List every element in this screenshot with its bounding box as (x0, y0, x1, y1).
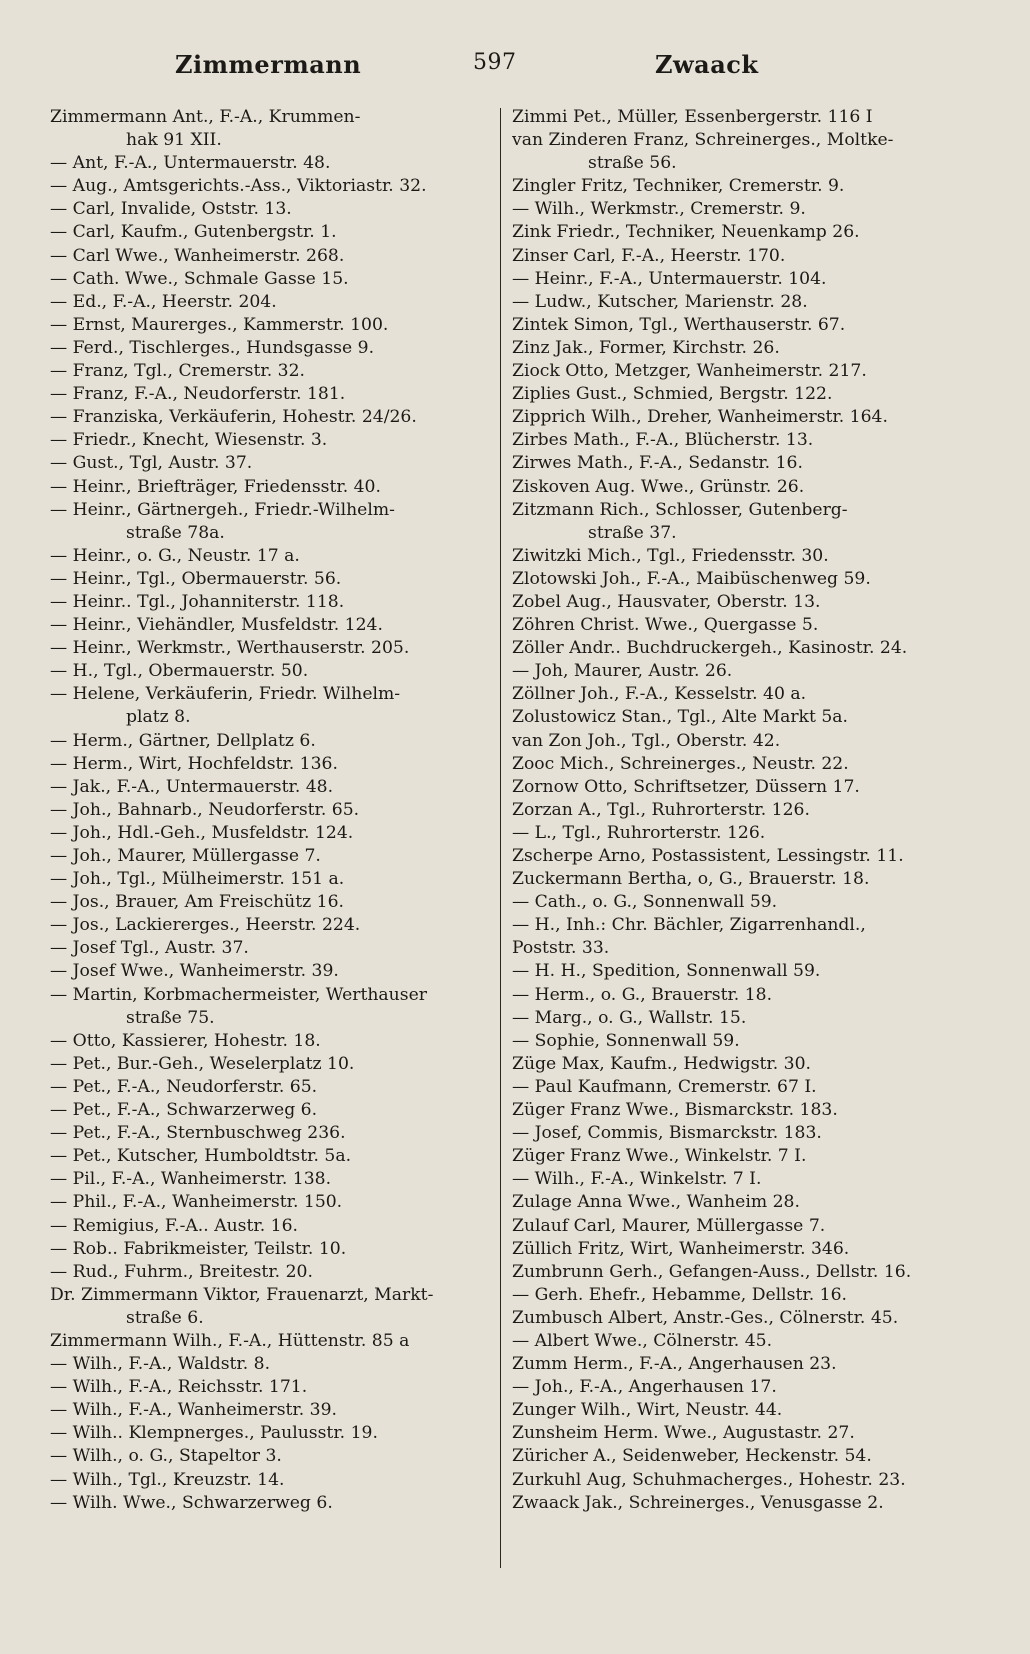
directory-entry-line: Zinser Carl, F.-A., Heerstr. 170. (512, 245, 786, 266)
directory-entry-line: van Zon Joh., Tgl., Oberstr. 42. (512, 730, 781, 751)
directory-entry-line: — Joh., F.-A., Angerhausen 17. (512, 1377, 777, 1398)
directory-entry-line: Zinz Jak., Former, Kirchstr. 26. (512, 337, 780, 358)
directory-entry-line: — Gust., Tgl, Austr. 37. (50, 453, 253, 474)
directory-entry-line: — Wilh., F.-A., Waldstr. 8. (50, 1354, 271, 1375)
directory-entry-line: Zwaack Jak., Schreinerges., Venusgasse 2. (512, 1492, 884, 1513)
directory-entry-line: Poststr. 33. (512, 938, 610, 959)
directory-entry-line: — L., Tgl., Ruhrorterstr. 126. (512, 822, 766, 843)
directory-entry-line: — Wilh.. Klempnerges., Paulusstr. 19. (50, 1423, 378, 1444)
directory-entry-line: — Heinr., Briefträger, Friedensstr. 40. (50, 476, 381, 497)
directory-entry-line: Zorzan A., Tgl., Ruhrorterstr. 126. (512, 799, 810, 820)
directory-entry-line: Zintek Simon, Tgl., Werthauserstr. 67. (512, 314, 846, 335)
directory-entry-line: — Joh., Maurer, Müllergasse 7. (50, 846, 321, 866)
directory-entry-line: — Rud., Fuhrm., Breitestr. 20. (50, 1261, 313, 1282)
directory-entry-line: — Carl, Kaufm., Gutenbergstr. 1. (50, 222, 337, 243)
directory-entry-line: — Pet., Kutscher, Humboldtstr. 5a. (50, 1146, 352, 1167)
directory-entry-line: Zimmermann Ant., F.-A., Krummen- (50, 107, 361, 127)
directory-entry-line: Zink Friedr., Techniker, Neuenkamp 26. (512, 222, 860, 243)
directory-entry-line: Ziock Otto, Metzger, Wanheimerstr. 217. (512, 361, 867, 382)
directory-entry-line: — Josef, Commis, Bismarckstr. 183. (512, 1123, 822, 1144)
directory-entry-line: Zingler Fritz, Techniker, Cremerstr. 9. (512, 176, 845, 197)
running-head-first-name: Zimmermann (175, 50, 362, 79)
directory-entry-line: — Albert Wwe., Cölnerstr. 45. (512, 1330, 773, 1351)
directory-entry-line: Zirwes Math., F.-A., Sedanstr. 16. (512, 453, 803, 474)
directory-entry-line: — Wilh., F.-A., Winkelstr. 7 I. (512, 1169, 762, 1190)
directory-entry-line: Zunger Wilh., Wirt, Neustr. 44. (512, 1400, 783, 1421)
directory-entry-line: Zumbrunn Gerh., Gefangen-Auss., Dellstr. 16. (512, 1261, 912, 1282)
directory-entry-line: — Jos., Brauer, Am Freischütz 16. (50, 892, 345, 913)
running-head-last-name: Zwaack (655, 50, 759, 79)
directory-entry-line: — Pil., F.-A., Wanheimerstr. 138. (50, 1169, 332, 1190)
directory-entry-line: van Zinderen Franz, Schreinerges., Moltke- (512, 130, 894, 151)
directory-entry-line: — Heinr.. Tgl., Johanniterstr. 118. (50, 591, 345, 612)
directory-entry-line: — Herm., o. G., Brauerstr. 18. (512, 984, 773, 1005)
directory-entry-line: — Pet., F.-A., Schwarzerweg 6. (50, 1100, 318, 1121)
directory-entry-line: — Josef Tgl., Austr. 37. (50, 938, 249, 959)
directory-entry-line: — Heinr., Viehändler, Musfeldstr. 124. (50, 615, 383, 636)
directory-entry-line: Züge Max, Kaufm., Hedwigstr. 30. (512, 1053, 812, 1074)
directory-entry-line: — Ed., F.-A., Heerstr. 204. (50, 291, 277, 312)
directory-entry-line: — Heinr., Tgl., Obermauerstr. 56. (50, 568, 342, 589)
directory-entry-line: Zitzmann Rich., Schlosser, Gutenberg- (512, 499, 848, 520)
directory-entry-line: straße 75. (126, 1007, 215, 1028)
directory-entry-line: — Jos., Lackiererges., Heerstr. 224. (50, 915, 361, 936)
directory-entry-line: Zimmi Pet., Müller, Essenbergerstr. 116 I (512, 107, 873, 127)
directory-entry-line: — Joh., Tgl., Mülheimerstr. 151 a. (50, 869, 345, 890)
directory-entry-line: straße 37. (588, 522, 677, 543)
directory-entry-line: — Cath., o. G., Sonnenwall 59. (512, 892, 778, 913)
directory-entry-line: Zscherpe Arno, Postassistent, Lessingstr. 11. (512, 846, 904, 866)
directory-entry-line: Zöllner Joh., F.-A., Kesselstr. 40 a. (512, 684, 807, 705)
directory-entry-line: — Carl Wwe., Wanheimerstr. 268. (50, 245, 345, 266)
directory-entry-line: Ziskoven Aug. Wwe., Grünstr. 26. (512, 476, 805, 497)
directory-entry-line: — Marg., o. G., Wallstr. 15. (512, 1007, 747, 1028)
directory-entry-line: Zobel Aug., Hausvater, Oberstr. 13. (512, 591, 821, 612)
directory-entry-line: — Wilh., F.-A., Wanheimerstr. 39. (50, 1400, 338, 1421)
directory-entry-line: Zimmermann Wilh., F.-A., Hüttenstr. 85 a (50, 1330, 410, 1351)
directory-entry-line: straße 78a. (126, 522, 225, 543)
directory-entry-line: — Pet., F.-A., Sternbuschweg 236. (50, 1123, 346, 1144)
directory-entry-line: platz 8. (126, 707, 191, 728)
directory-entry-line: — Paul Kaufmann, Cremerstr. 67 I. (512, 1076, 817, 1097)
directory-entry-line: Zuckermann Bertha, o, G., Brauerstr. 18. (512, 869, 870, 890)
directory-entry-line: Dr. Zimmermann Viktor, Frauenarzt, Markt- (50, 1284, 434, 1305)
directory-entry-line: — Joh., Bahnarb., Neudorferstr. 65. (50, 799, 360, 820)
directory-entry-line: — Cath. Wwe., Schmale Gasse 15. (50, 268, 349, 289)
directory-entry-line: — Franz, Tgl., Cremerstr. 32. (50, 361, 305, 382)
directory-entry-line: — Franz, F.-A., Neudorferstr. 181. (50, 384, 346, 405)
directory-entry-line: Zöller Andr.. Buchdruckergeh., Kasinostr. 24. (512, 638, 908, 659)
directory-entry-line: — Herm., Gärtner, Dellplatz 6. (50, 730, 316, 751)
directory-entry-line: — Sophie, Sonnenwall 59. (512, 1030, 740, 1051)
page-header (0, 50, 1030, 90)
directory-entry-line: Zurkuhl Aug, Schuhmacherges., Hohestr. 23. (512, 1469, 906, 1490)
directory-entry-line: straße 6. (126, 1307, 204, 1328)
directory-entry-line: — H. H., Spedition, Sonnenwall 59. (512, 961, 821, 982)
directory-entry-line: — Ernst, Maurerges., Kammerstr. 100. (50, 314, 389, 335)
directory-entry-line: — Ant, F.-A., Untermauerstr. 48. (50, 153, 331, 174)
directory-entry-line: straße 56. (588, 153, 677, 174)
directory-entry-line: — Pet., Bur.-Geh., Weselerplatz 10. (50, 1053, 355, 1074)
directory-entry-line: — Heinr., F.-A., Untermauerstr. 104. (512, 268, 827, 289)
directory-entry-line: — Remigius, F.-A.. Austr. 16. (50, 1215, 298, 1236)
directory-entry-line: — Franziska, Verkäuferin, Hohestr. 24/26. (50, 407, 417, 428)
directory-entry-line: — Otto, Kassierer, Hohestr. 18. (50, 1030, 321, 1051)
directory-entry-line: — Wilh., F.-A., Reichsstr. 171. (50, 1377, 308, 1398)
directory-entry-line: — Joh, Maurer, Austr. 26. (512, 661, 733, 682)
page-number: 597 (473, 50, 517, 75)
directory-entry-line: — Wilh., Werkmstr., Cremerstr. 9. (512, 199, 806, 220)
directory-entry-line: — Gerh. Ehefr., Hebamme, Dellstr. 16. (512, 1284, 847, 1305)
directory-entry-line: — Rob.. Fabrikmeister, Teilstr. 10. (50, 1238, 347, 1259)
directory-entry-line: — Jak., F.-A., Untermauerstr. 48. (50, 776, 334, 797)
directory-entry-line: — Ferd., Tischlerges., Hundsgasse 9. (50, 337, 375, 358)
left-column (50, 106, 480, 1515)
directory-entry-line: — Helene, Verkäuferin, Friedr. Wilhelm- (50, 684, 401, 705)
directory-entry-line: — Heinr., Gärtnergeh., Friedr.-Wilhelm- (50, 499, 395, 520)
directory-entry-line: — H., Inh.: Chr. Bächler, Zigarrenhandl., (512, 915, 866, 936)
directory-entry-line: Züricher A., Seidenweber, Heckenstr. 54. (512, 1446, 872, 1467)
directory-entry-line: Zulauf Carl, Maurer, Müllergasse 7. (512, 1215, 826, 1236)
directory-entry-line: — Herm., Wirt, Hochfeldstr. 136. (50, 753, 338, 774)
column-divider (500, 108, 501, 1568)
directory-entry-line: — Phil., F.-A., Wanheimerstr. 150. (50, 1192, 343, 1213)
directory-entry-line: Zumbusch Albert, Anstr.-Ges., Cölnerstr. 45. (512, 1307, 899, 1328)
directory-entry-line: Ziplies Gust., Schmied, Bergstr. 122. (512, 384, 833, 405)
directory-entry-line: — Ludw., Kutscher, Marienstr. 28. (512, 291, 808, 312)
directory-entry-line: — Friedr., Knecht, Wiesenstr. 3. (50, 430, 328, 451)
directory-entry-line: Zlotowski Joh., F.-A., Maibüschenweg 59. (512, 568, 871, 589)
right-column (512, 106, 982, 1515)
directory-entry-line: Züllich Fritz, Wirt, Wanheimerstr. 346. (512, 1238, 850, 1259)
directory-entry-line: Zulage Anna Wwe., Wanheim 28. (512, 1192, 800, 1213)
directory-entry-line: hak 91 XII. (126, 130, 222, 151)
directory-entry-line: Zunsheim Herm. Wwe., Augustastr. 27. (512, 1423, 855, 1444)
directory-entry-line: Zornow Otto, Schriftsetzer, Düssern 17. (512, 776, 860, 797)
directory-entry-line: Züger Franz Wwe., Bismarckstr. 183. (512, 1100, 838, 1121)
directory-entry-line: — Josef Wwe., Wanheimerstr. 39. (50, 961, 339, 982)
directory-entry-line: — Joh., Hdl.-Geh., Musfeldstr. 124. (50, 822, 354, 843)
directory-entry-line: Zöhren Christ. Wwe., Quergasse 5. (512, 615, 819, 636)
directory-entry-line: Zolustowicz Stan., Tgl., Alte Markt 5a. (512, 707, 848, 728)
directory-entry-line: Zumm Herm., F.-A., Angerhausen 23. (512, 1354, 837, 1375)
directory-entry-line: — Heinr., o. G., Neustr. 17 a. (50, 545, 300, 566)
directory-entry-line: — Wilh. Wwe., Schwarzerweg 6. (50, 1492, 333, 1513)
directory-entry-line: — Pet., F.-A., Neudorferstr. 65. (50, 1076, 318, 1097)
directory-entry-line: Zirbes Math., F.-A., Blücherstr. 13. (512, 430, 814, 451)
directory-entry-line: — Carl, Invalide, Oststr. 13. (50, 199, 292, 220)
directory-entry-line: — Wilh., Tgl., Kreuzstr. 14. (50, 1469, 285, 1490)
directory-entry-line: Ziwitzki Mich., Tgl., Friedensstr. 30. (512, 545, 829, 566)
directory-entry-line: Zooc Mich., Schreinerges., Neustr. 22. (512, 753, 849, 774)
directory-entry-line: — H., Tgl., Obermauerstr. 50. (50, 661, 309, 682)
directory-entry-line: Zipprich Wilh., Dreher, Wanheimerstr. 164. (512, 407, 888, 428)
directory-entry-line: — Martin, Korbmachermeister, Werthauser (50, 984, 427, 1005)
directory-entry-line: — Aug., Amtsgerichts.-Ass., Viktoriastr. 32. (50, 176, 427, 197)
directory-entry-line: — Heinr., Werkmstr., Werthauserstr. 205. (50, 638, 410, 659)
directory-entry-line: Züger Franz Wwe., Winkelstr. 7 I. (512, 1146, 807, 1167)
directory-entry-line: — Wilh., o. G., Stapeltor 3. (50, 1446, 282, 1467)
